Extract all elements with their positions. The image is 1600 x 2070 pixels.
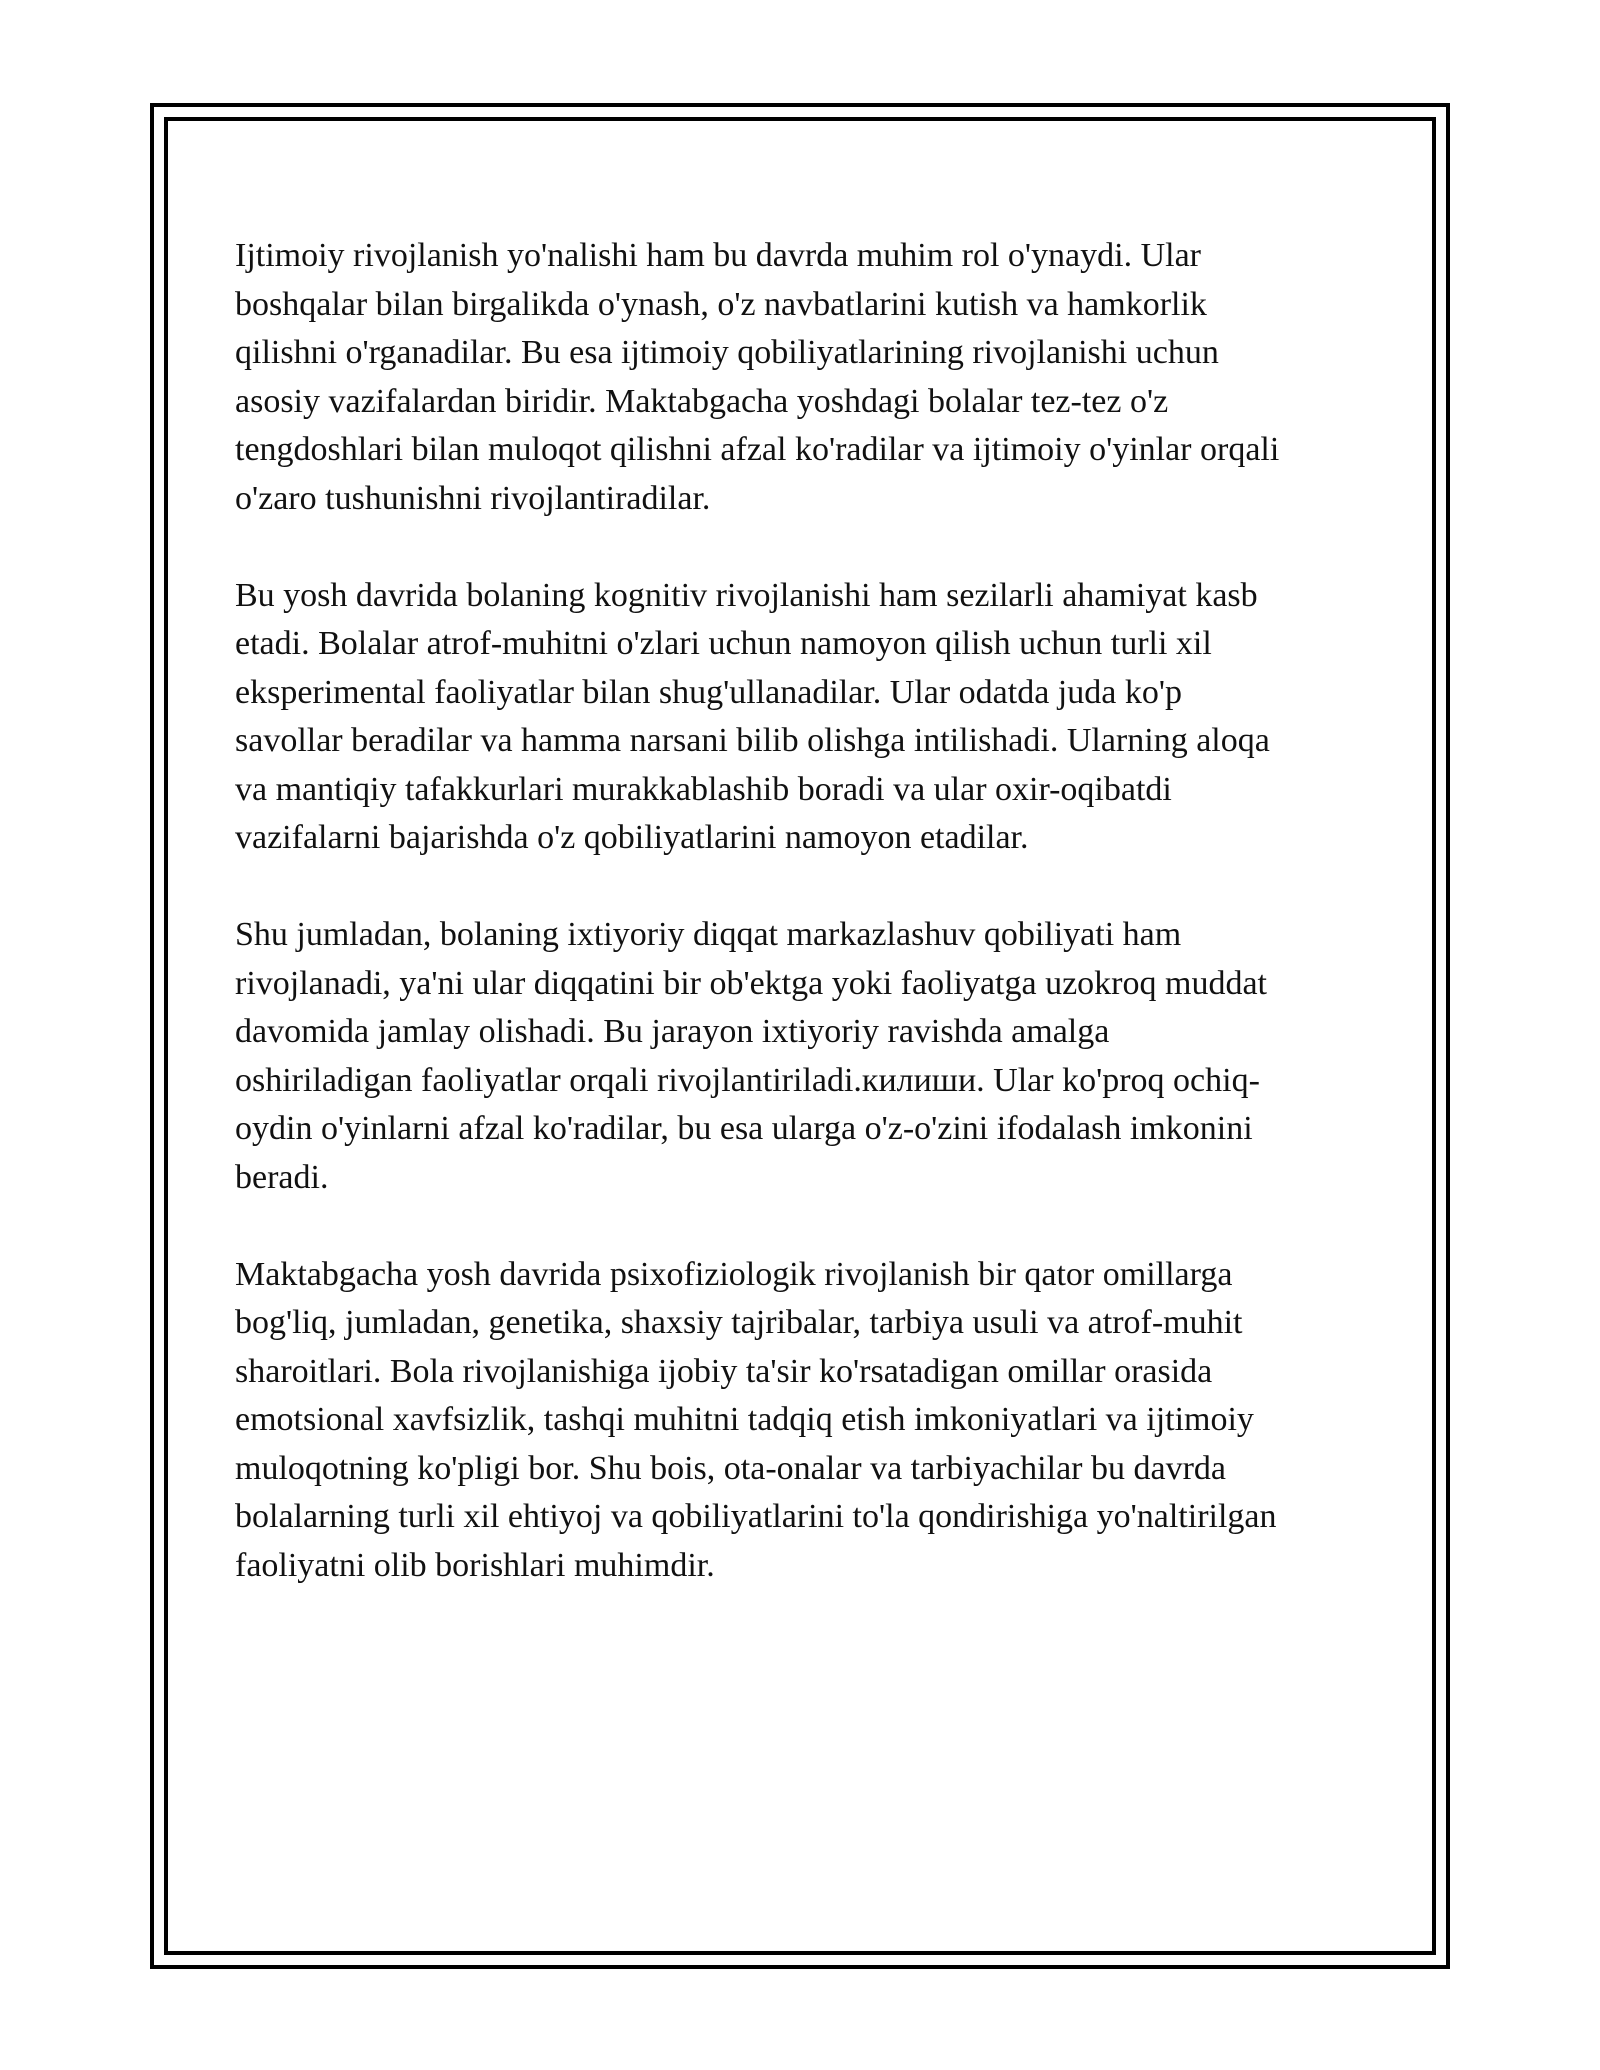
paragraph-psychophysiological-factors: Maktabgacha yosh davrida psixofiziologik rivojlanish bir qator omillarga bog'liq, jumladan, genetika, shaxsiy tajribalar, tarbiya usuli va atrof-muhit sharoitlari. Bola rivojlanishiga ijobiy ta'sir ko'rsatadigan omillar orasida emotsional xavfsizlik, tashqi muhitni tadqiq etish imkoniyatlari va ijtimoiy muloqotning ko'pligi bor. Shu bois, ota-onalar va tarbiyachilar bu davrda bolalarning turli xil ehtiyoj va qobiliyatlarini to'la qondirishiga yo'naltirilgan faoliyatni olib borishlari muhimdir. [235,1255,1277,1584]
paragraph-attention-development: Shu jumladan, bolaning ixtiyoriy diqqat markazlashuv qobiliyati ham rivojlanadi, ya'ni ular diqqatini bir ob'ektga yoki faoliyatga uzokroq muddat davomida jamlay olishadi. Bu jarayon ixtiyoriy ravishda amalga oshiriladigan faoliyatlar orqali rivojlantiriladi.килиши. Ular ko'proq ochiq- oydin o'yinlarni afzal ko'radilar, bu esa ularga o'z-o'zini ifodalash imkonini beradi. [235,916,1267,1196]
paragraph-cognitive-development: Bu yosh davrida bolaning kognitiv rivojlanishi ham sezilarli ahamiyat kasb etadi. Bolalar atrof-muhitni o'zlari uchun namoyon qilish uchun turli xil eksperimental faoliyatlar bilan shug'ullanadilar. Ular odatda juda ko'p savollar beradilar va hamma narsani bilib olishga intilishadi. Ularning aloqa va mantiqiy tafakkurlari murakkablashib boradi va ular oxir-oqibatdi vazifalarni bajarishda o'z qobiliyatlarini namoyon etadilar. [235,576,1270,856]
paragraph-social-development: Ijtimoiy rivojlanish yo'nalishi ham bu davrda muhim rol o'ynaydi. Ular boshqalar bilan birgalikda o'ynash, o'z navbatlarini kutish va hamkorlik qilishni o'rganadilar. Bu esa ijtimoiy qobiliyatlarining rivojlanishi uchun asosiy vazifalardan biridir. Maktabgacha yoshdagi bolalar tez-tez o'z tengdoshlari bilan muloqot qilishni afzal ko'radilar va ijtimoiy o'yinlar orqali o'zaro tushunishni rivojlantiradilar. [235,237,1280,517]
document-body [235,232,1385,1639]
